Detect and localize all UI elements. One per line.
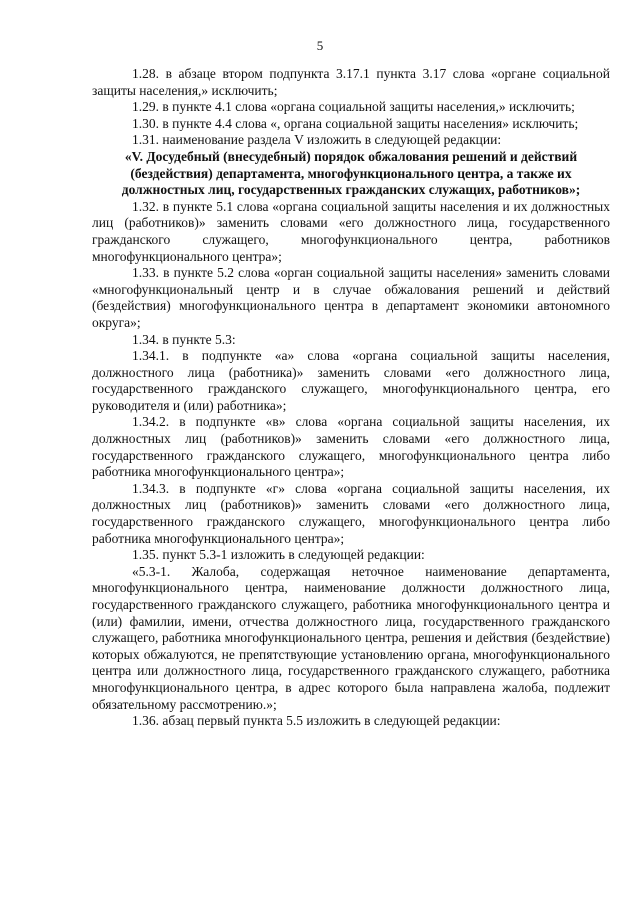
paragraph-1-34-1: 1.34.1. в подпункте «а» слова «органа социальной защиты населения, должностного лица (работника)» заменить словами «его должностного лица, государственного гражданского служащего, многофункционального центра, его руководителя и (или) работника»; (92, 348, 610, 413)
paragraph-1-34-3: 1.34.3. в подпункте «г» слова «органа социальной защиты населения, их должностных лиц (работников)» заменить словами «его должностного лица, государственного гражданского служащего, многофункционального центра либо работника многофункционального центра»; (92, 480, 610, 546)
paragraph-1-36: 1.36. абзац первый пункта 5.5 изложить в следующей редакции: (132, 713, 501, 729)
paragraph-1-31: 1.31. наименование раздела V изложить в следующей редакции: (132, 132, 502, 148)
paragraph-1-28: 1.28. в абзаце втором подпункта 3.17.1 пункта 3.17 слова «органе социальной защиты населения,» исключить; (92, 66, 610, 98)
paragraph-5-3-1: «5.3-1. Жалоба, содержащая неточное наименование департамента, многофункционального центра, наименование должности должностного лица, государственного гражданского служащего, работника многофункционального центра и (или) фамилии, имени, отчества должностного лица, государственного гражданского служащего, работника многофункционального центра, решения и действия (бездействие) которых обжалуются, не препятствующие установлению органа, многофункционального центра или должностного лица, государственного гражданского служащего, работника многофункционального центра, в адрес которого была направлена жалоба, подлежит обязательному рассмотрению.»; (92, 563, 610, 712)
paragraph-1-35: 1.35. пункт 5.3-1 изложить в следующей редакции: (132, 547, 425, 563)
paragraph-1-34-2: 1.34.2. в подпункте «в» слова «органа социальной защиты населения, их должностных лиц (работников)» заменить словами «его должностного лица, государственного гражданского служащего, многофункционального центра либо работника многофункционального центра»; (92, 414, 610, 480)
paragraph-1-30: 1.30. в пункте 4.4 слова «, органа социальной защиты населения» исключить; (132, 115, 579, 131)
document-body (92, 66, 610, 730)
paragraph-1-32: 1.32. в пункте 5.1 слова «органа социальной защиты населения и их должностных лиц (работников)» заменить словами «его должностного лица, государственного гражданского служащего, многофункционального центра, работников многофункционального центра»; (92, 198, 610, 264)
paragraph-1-34: 1.34. в пункте 5.3: (132, 331, 236, 347)
page-number: 5 (316, 38, 324, 53)
paragraph-1-33: 1.33. в пункте 5.2 слова «орган социальной защиты населения» заменить словами «многофункциональный центр и в случае обжалования решений и действий (бездействия) многофункционального центра в департамент экономики автономного округа»; (92, 265, 610, 330)
paragraph-1-29: 1.29. в пункте 4.1 слова «органа социальной защиты населения,» исключить; (132, 99, 575, 115)
section-v-heading: «V. Досудебный (внесудебный) порядок обжалования решений и действий (бездействия) департамента, многофункционального центра, а также их должностных лиц, государственных гражданских служащих, работников»; (121, 148, 581, 198)
